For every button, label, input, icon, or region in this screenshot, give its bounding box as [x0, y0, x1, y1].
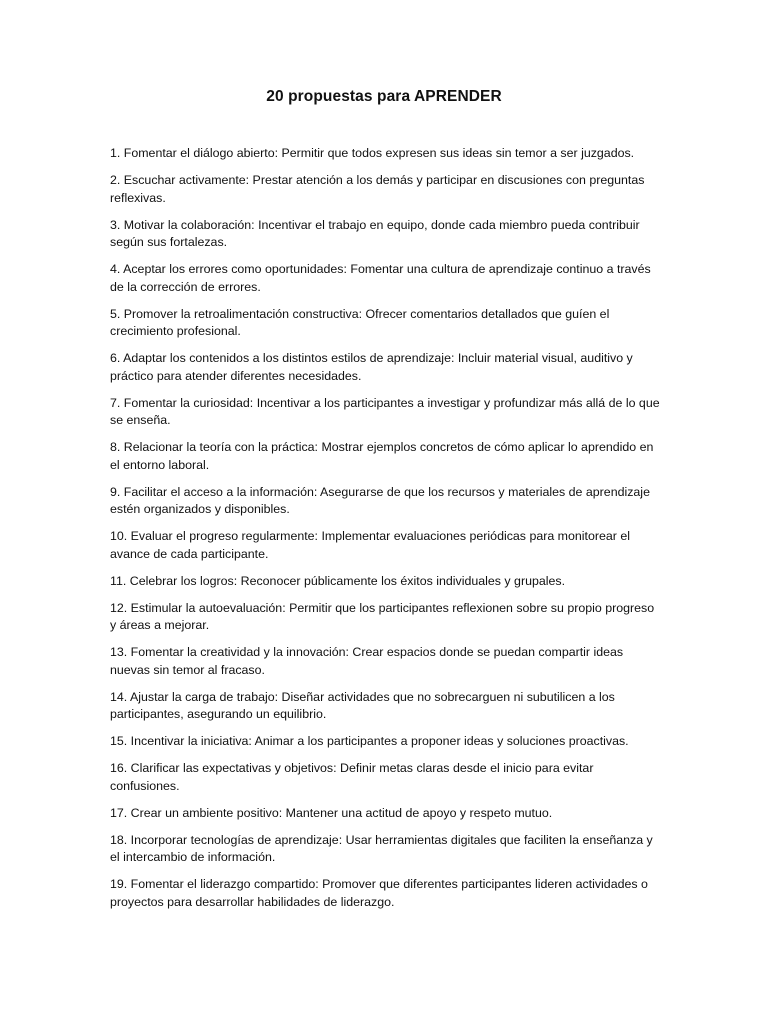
list-item: 10. Evaluar el progreso regularmente: Implementar evaluaciones periódicas para monitorear el avance de cada participante. [110, 529, 630, 561]
list-item: 8. Relacionar la teoría con la práctica: Mostrar ejemplos concretos de cómo aplicar lo aprendido en el entorno laboral. [110, 440, 654, 472]
list-item: 16. Clarificar las expectativas y objetivos: Definir metas claras desde el inicio para evitar confusiones. [110, 761, 594, 793]
list-item: 6. Adaptar los contenidos a los distintos estilos de aprendizaje: Incluir material visual, auditivo y práctico para atender diferentes necesidades. [110, 351, 633, 383]
list-item: 13. Fomentar la creatividad y la innovación: Crear espacios donde se puedan compartir ideas nuevas sin temor al fracaso. [110, 645, 624, 677]
list-item: 19. Fomentar el liderazgo compartido: Promover que diferentes participantes lideren actividades o proyectos para desarrollar habilidades de liderazgo. [110, 877, 648, 909]
list-item: 7. Fomentar la curiosidad: Incentivar a los participantes a investigar y profundizar más allá de lo que se enseña. [110, 395, 660, 427]
list-item: 1. Fomentar el diálogo abierto: Permitir que todos expresen sus ideas sin temor a ser juzgados. [110, 146, 635, 160]
list-item: 9. Facilitar el acceso a la información: Asegurarse de que los recursos y materiales de aprendizaje estén organizados y disponibles. [110, 484, 650, 516]
list-item: 17. Crear un ambiente positivo: Mantener una actitud de apoyo y respeto mutuo. [110, 805, 553, 820]
proposals-list [110, 145, 662, 921]
list-item: 4. Aceptar los errores como oportunidades: Fomentar una cultura de aprendizaje continuo a través de la corrección de errores. [110, 262, 651, 294]
list-item: 12. Estimular la autoevaluación: Permitir que los participantes reflexionen sobre su propio progreso y áreas a mejorar. [110, 600, 655, 632]
list-item: 15. Incentivar la iniciativa: Animar a los participantes a proponer ideas y soluciones proactivas. [110, 734, 629, 748]
list-item: 11. Celebrar los logros: Reconocer públicamente los éxitos individuales y grupales. [110, 573, 566, 588]
list-item: 5. Promover la retroalimentación constructiva: Ofrecer comentarios detallados que guíen el crecimiento profesional. [110, 306, 610, 338]
list-item: 2. Escuchar activamente: Prestar atención a los demás y participar en discusiones con preguntas reflexivas. [110, 173, 645, 205]
document-title: 20 propuestas para APRENDER [266, 88, 502, 105]
list-item: 18. Incorporar tecnologías de aprendizaje: Usar herramientas digitales que faciliten la enseñanza y el intercambio de información. [110, 832, 653, 864]
list-item: 14. Ajustar la carga de trabajo: Diseñar actividades que no sobrecarguen ni subutilicen a los participantes, asegurando un equilibrio. [110, 689, 615, 721]
list-item: 3. Motivar la colaboración: Incentivar el trabajo en equipo, donde cada miembro pueda contribuir según sus fortalezas. [110, 217, 640, 249]
